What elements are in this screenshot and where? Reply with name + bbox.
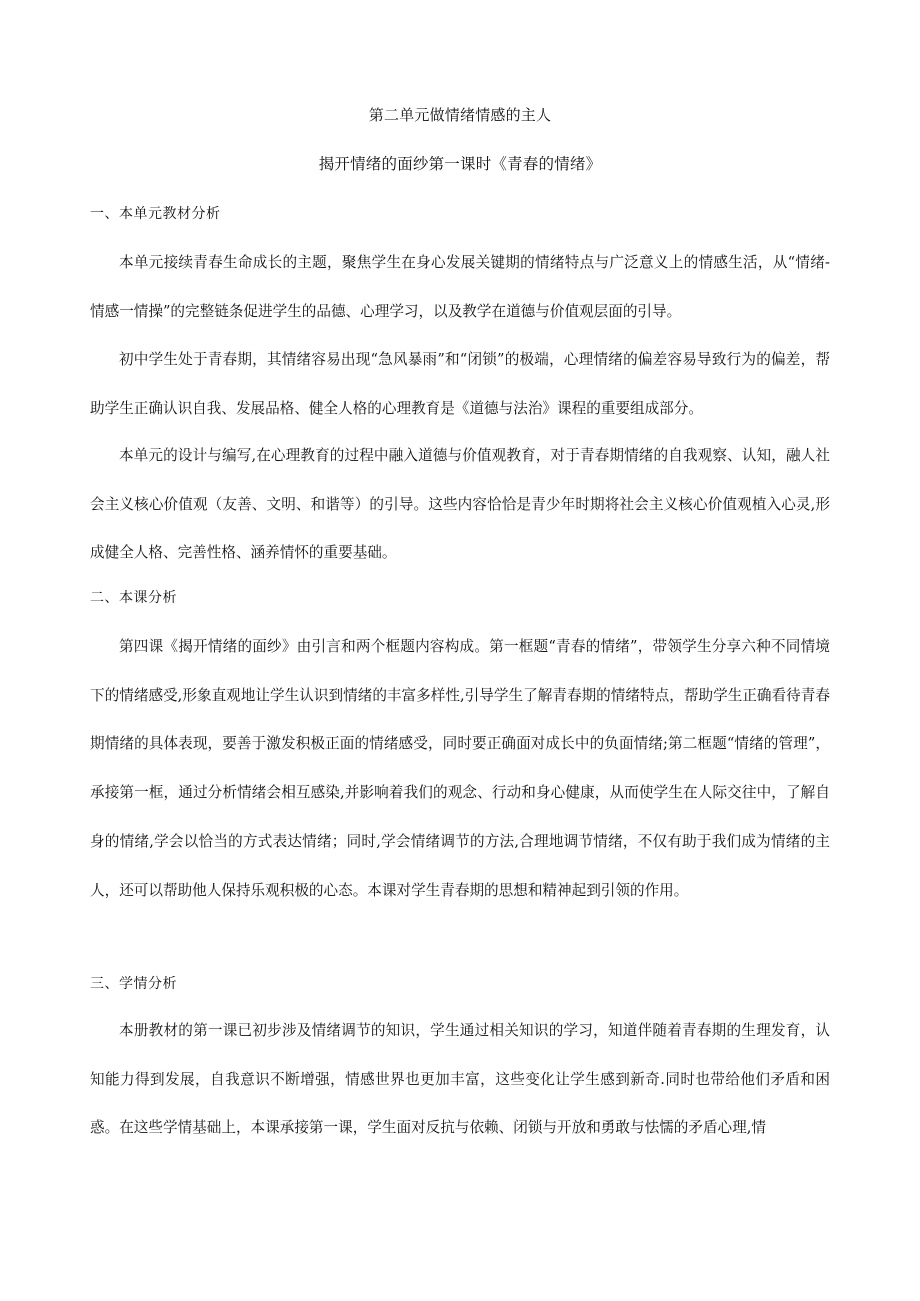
section-heading-student-analysis: 三、学情分析 (90, 976, 177, 992)
paragraph: 第四课《揭开情绪的面纱》由引言和两个框题内容构成。第一框题“青春的情绪”，带领学生分享六种不同情境下的情绪感受,形象直观地让学生认识到情绪的丰富多样性,引导学生了解青春期的情绪特点，帮助学生正确看待青春期情绪的具体表现，要善于激发积极正面的情绪感受，同时要正确面对成长中的负面情绪;第二框题“情绪的管理”，承接第一框，通过分析情绪会相互感染,并影响着我们的观念、行动和身心健康，从而使学生在人际交往中，了解自身的情绪,学会以恰当的方式表达情绪；同时,学会情绪调节的方法,合理地调节情绪，不仅有助于我们成为情绪的主人，还可以帮助他人保持乐观积极的心态。本课对学生青春期的思想和精神起到引领的作用。 (90, 638, 830, 899)
paragraph: 本单元的设计与编写,在心理教育的过程中融入道德与价值观教育，对于青春期情绪的自我观察、认知，融人社会主义核心价值观（友善、文明、和谐等）的引导。这些内容恰恰是青少年时期将社会主义核心价值观植入心灵,形成健全人格、完善性格、涵养情怀的重要基础。 (90, 447, 830, 562)
section-heading-unit-analysis: 一、本单元教材分析 (90, 206, 221, 222)
section-heading-lesson-analysis: 二、本课分析 (90, 590, 177, 606)
paragraph: 初中学生处于青春期，其情绪容易出现“急风暴雨”和“闭锁”的极端，心理情绪的偏差容易导致行为的偏差，帮助学生正确认识自我、发展品格、健全人格的心理教育是《道德与法治》课程的重要组成部分。 (90, 351, 830, 417)
lesson-title: 揭开情绪的面纱第一课时《青春的情绪》 (318, 155, 602, 173)
unit-title: 第二单元做情绪情感的主人 (368, 106, 552, 124)
paragraph: 本单元接续青春生命成长的主题，聚焦学生在身心发展关键期的情绪特点与广泛意义上的情感生活，从“情绪-情感一情操”的完整链条促进学生的品德、心理学习，以及教学在道德与价值观层面的引导。 (90, 254, 830, 320)
paragraph: 本册教材的第一课已初步涉及情绪调节的知识，学生通过相关知识的学习，知道伴随着青春期的生理发育，认知能力得到发展，自我意识不断增强，情感世界也更加丰富，这些变化让学生感到新奇.同时也带给他们矛盾和困惑。在这些学情基础上，本课承接第一课，学生面对反抗与依赖、闭锁与开放和勇敢与怯懦的矛盾心理,情 (90, 1022, 830, 1137)
